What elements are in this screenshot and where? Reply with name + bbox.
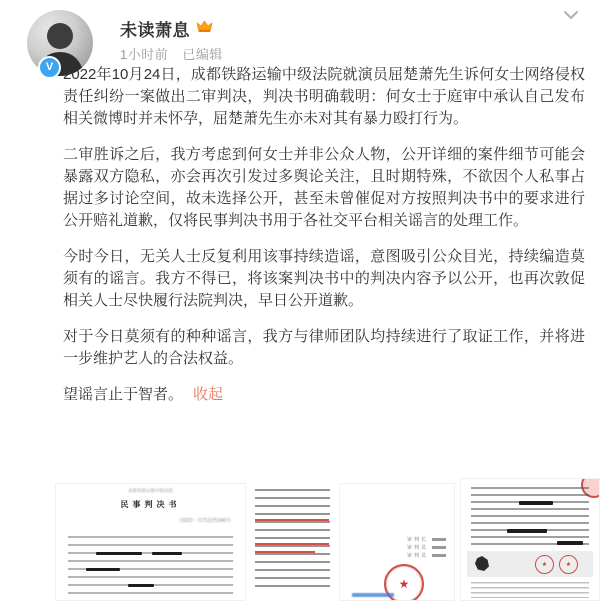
court-seal-icon: ★ bbox=[384, 564, 424, 601]
redaction-bar bbox=[557, 541, 583, 545]
redaction-bar bbox=[507, 529, 547, 533]
paragraph: 今时今日，无关人士反复利用该事持续造谣，意图吸引公众目光，持续编造莫须有的谣言。我方不得已，将该案判决书中的判决内容予以公开，也再次敦促相关人士尽快履行法院判决，早日公开道歉。 bbox=[63, 248, 585, 309]
edited-badge: 已编辑 bbox=[182, 47, 223, 62]
paragraph: 对于今日莫须有的种种谣言，我方与律师团队均持续进行了取证工作，并将进一步维护艺人的合法权益。 bbox=[63, 328, 585, 367]
redaction-bar bbox=[128, 584, 154, 587]
chevron-down-icon[interactable] bbox=[562, 8, 584, 26]
vip-crown-icon bbox=[196, 19, 213, 38]
verified-v-badge-icon: V bbox=[38, 56, 61, 79]
redaction-bar bbox=[86, 568, 120, 571]
closing-line: 望谣言止于智者。 bbox=[63, 386, 184, 403]
judgment-title: 民事判决书 bbox=[120, 500, 181, 509]
username[interactable]: 未读萧息 bbox=[120, 21, 190, 40]
blurred-text-lines bbox=[255, 489, 330, 593]
stamp-band bbox=[467, 551, 593, 577]
blurred-footnote-lines bbox=[471, 582, 589, 598]
red-underline bbox=[255, 543, 329, 545]
post-meta bbox=[120, 44, 233, 63]
agency-logo bbox=[475, 556, 489, 571]
post-body bbox=[63, 64, 585, 420]
blurred-text-lines bbox=[471, 487, 589, 549]
court-name: 成都铁路运输中级法院 bbox=[127, 488, 173, 494]
red-stamp-icon: ★ bbox=[535, 555, 554, 574]
redaction-bar bbox=[519, 501, 553, 505]
attachment-stamped-document[interactable] bbox=[460, 478, 600, 601]
red-underline bbox=[255, 551, 315, 553]
blue-watermark bbox=[352, 593, 394, 597]
redaction-bar bbox=[152, 552, 182, 555]
paragraph: 2022年10月24日，成都铁路运输中级法院就演员屈楚萧先生诉何女士网络侵权责任纠纷一案做出二审判决，判决书明确载明：何女士于庭审中承认自己发布相关微博时并未怀孕，屈楚萧先生亦未对其有暴力殴打行为。 bbox=[63, 66, 585, 127]
attachment-judgment-text-page[interactable] bbox=[251, 483, 334, 601]
red-underline bbox=[255, 519, 329, 521]
timestamp: 1小时前 bbox=[120, 47, 169, 62]
signature-block: 审判长 审判员 审判员 bbox=[407, 536, 446, 560]
redaction-bar bbox=[96, 552, 142, 555]
attachment-judgment-page1[interactable] bbox=[55, 483, 246, 601]
collapse-link[interactable]: 收起 bbox=[193, 386, 224, 403]
red-stamp-icon: ★ bbox=[559, 555, 578, 574]
case-number: （2022）川71民终240号 bbox=[175, 518, 231, 524]
attachment-signature-page[interactable] bbox=[339, 483, 455, 601]
paragraph: 二审胜诉之后，我方考虑到何女士并非公众人物，公开详细的案件细节可能会暴露双方隐私，亦会再次引发过多舆论关注，且时期特殊，不欲因个人私事占据过多讨论空间，故未选择公开，甚至未曾催促对方按照判决书中的要求进行公开赔礼道歉，仅将民事判决书用于各社交平台相关谣言的处理工作。 bbox=[63, 146, 585, 229]
